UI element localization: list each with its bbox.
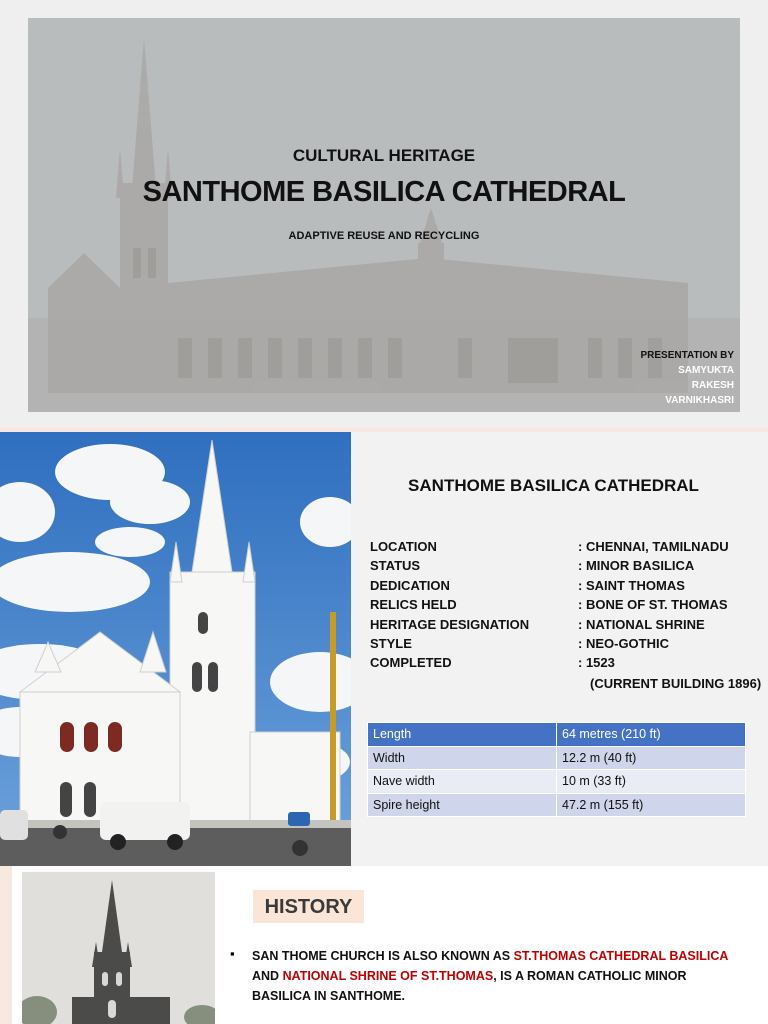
credits-heading: PRESENTATION BY — [640, 350, 734, 361]
fact-value: : MINOR BASILICA — [578, 558, 695, 574]
history-highlight: NATIONAL SHRINE OF ST.THOMAS — [282, 969, 494, 983]
fact-value: : CHENNAI, TAMILNADU — [578, 539, 729, 554]
fact-row — [370, 617, 760, 636]
fact-value: : 1523 — [578, 655, 615, 671]
fact-value: : BONE OF ST. THOMAS — [578, 597, 728, 613]
history-heading-box — [253, 890, 364, 923]
history-slide — [12, 866, 768, 1024]
facts-list — [370, 539, 762, 691]
table-cell: 64 metres (210 ft) — [557, 723, 746, 747]
table-cell: Spire height — [368, 793, 557, 817]
presenters-credits — [640, 348, 734, 408]
slide-title: SANTHOME BASILICA CATHEDRAL — [142, 176, 626, 208]
facts-title: SANTHOME BASILICA CATHEDRAL — [408, 476, 699, 495]
fact-key: COMPLETED — [370, 655, 452, 671]
table-row — [368, 723, 746, 747]
table-row — [368, 770, 746, 794]
table-cell: 10 m (33 ft) — [557, 770, 746, 794]
facts-slide — [0, 432, 768, 866]
slide-tagline: ADAPTIVE REUSE AND RECYCLING — [288, 230, 480, 242]
fact-row — [370, 597, 760, 616]
history-highlight: ST.THOMAS CATHEDRAL BASILICA — [513, 949, 728, 963]
fact-key: STATUS — [370, 558, 421, 574]
table-cell: 12.2 m (40 ft) — [557, 746, 746, 770]
table-cell: Length — [368, 723, 557, 747]
presenter-name: VARNIKHASRI — [665, 395, 734, 406]
fact-row — [370, 558, 760, 577]
title-slide-panel — [28, 18, 740, 412]
history-text: AND — [252, 969, 283, 983]
history-text: , IS A ROMAN CATHOLIC MINOR BASILICA IN SANTHOME. — [252, 969, 687, 1003]
presenter-name: SAMYUKTA — [678, 365, 734, 376]
fact-value: : SAINT THOMAS — [578, 577, 685, 593]
fact-value: : NATIONAL SHRINE — [578, 616, 705, 632]
fact-row — [370, 636, 760, 655]
cathedral-background-image — [28, 18, 740, 412]
history-text: SAN THOME CHURCH IS ALSO KNOWN AS — [252, 949, 514, 963]
presenter-name: RAKESH — [691, 380, 734, 391]
fact-row — [370, 655, 760, 674]
slide-subtitle: CULTURAL HERITAGE — [292, 146, 476, 165]
completed-note: (CURRENT BUILDING 1896) — [590, 676, 762, 691]
table-row — [368, 793, 746, 817]
fact-value: : NEO-GOTHIC — [578, 635, 669, 651]
table-cell: Width — [368, 746, 557, 770]
fact-key: HERITAGE DESIGNATION — [370, 616, 530, 632]
cathedral-photo — [0, 432, 351, 866]
fact-key: LOCATION — [370, 539, 437, 554]
title-slide — [0, 0, 768, 428]
fact-row — [370, 578, 760, 597]
dimensions-table — [367, 722, 746, 817]
fact-key: DEDICATION — [370, 577, 450, 593]
fact-row — [370, 539, 760, 558]
history-heading: HISTORY — [264, 896, 353, 918]
table-row — [368, 746, 746, 770]
bullet-icon: ▪ — [230, 946, 235, 961]
table-cell: 47.2 m (155 ft) — [557, 793, 746, 817]
historic-cathedral-photo — [22, 872, 215, 1024]
fact-key: RELICS HELD — [370, 597, 457, 613]
table-cell: Nave width — [368, 770, 557, 794]
fact-key: STYLE — [370, 635, 412, 651]
history-paragraph — [252, 946, 742, 1006]
